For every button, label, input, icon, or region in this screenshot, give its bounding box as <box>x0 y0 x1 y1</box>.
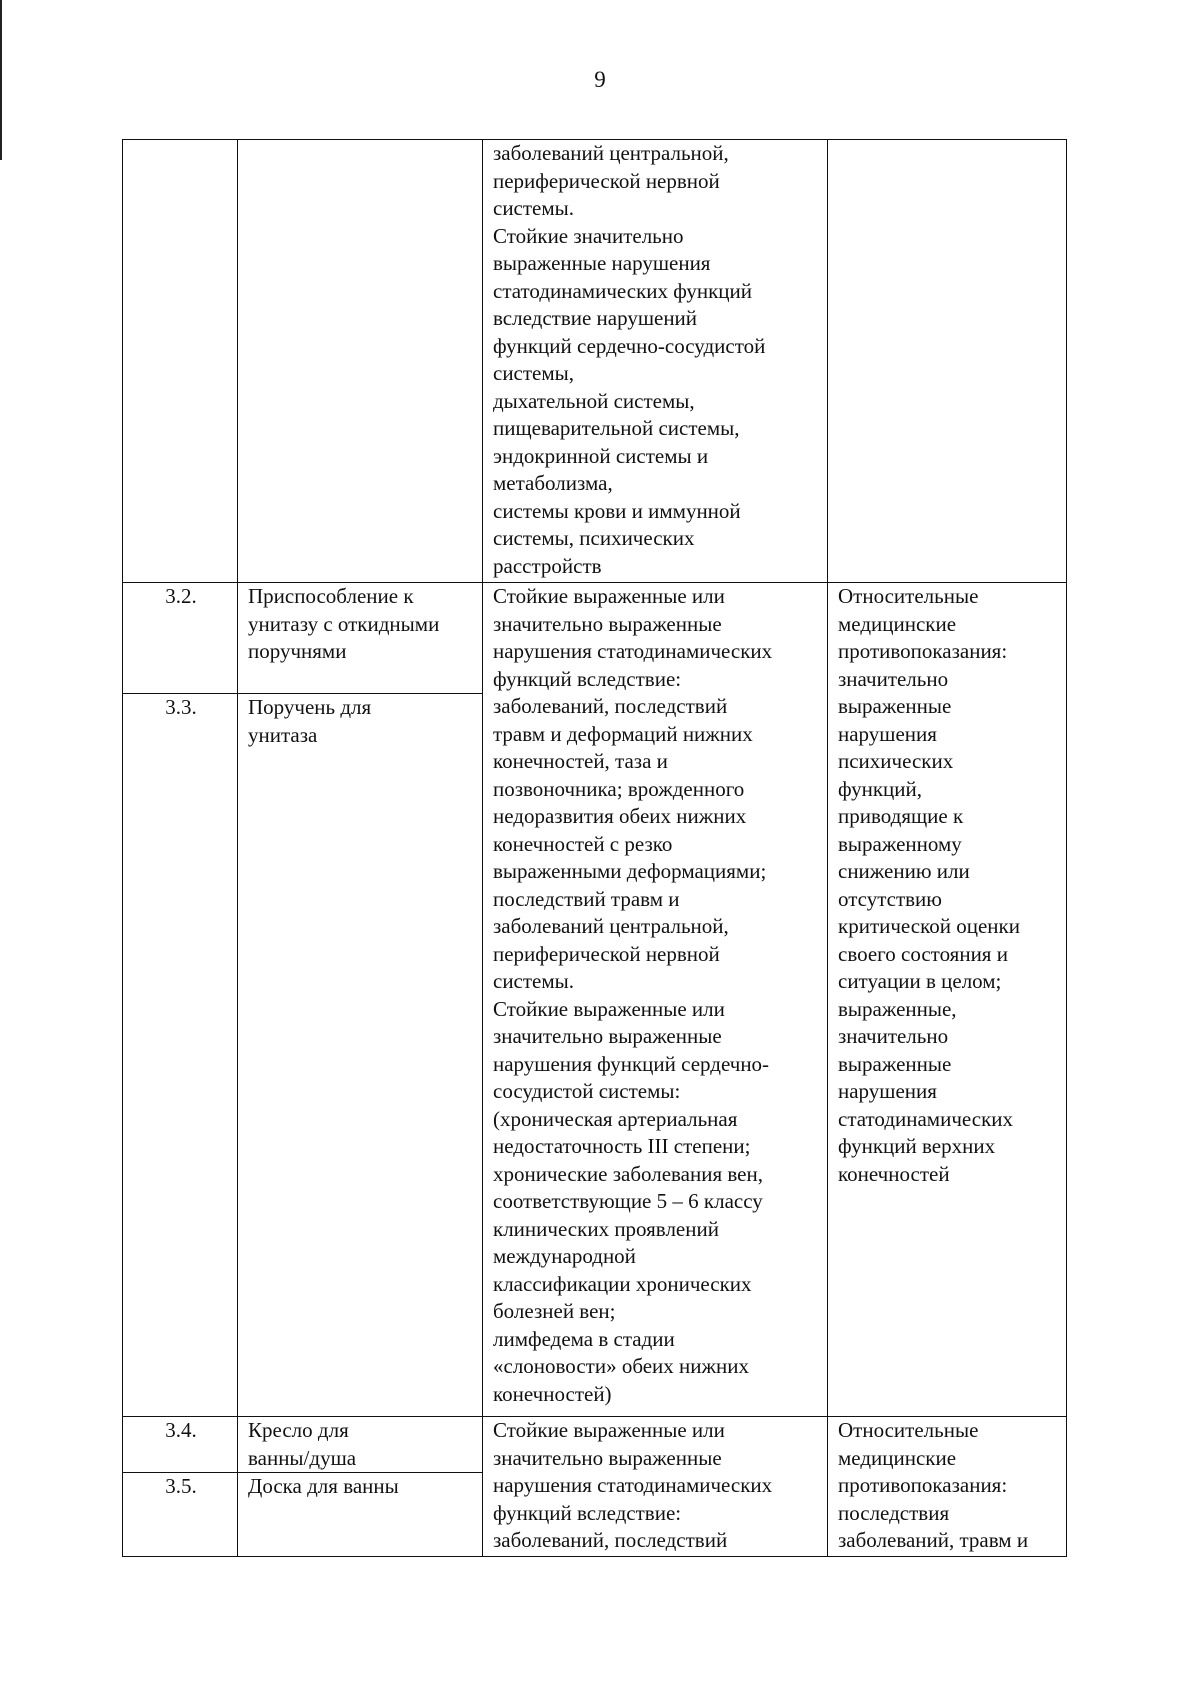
text-line: выраженные нарушения <box>493 251 711 275</box>
text-line: травм и деформаций нижних <box>493 721 753 746</box>
text-line: отсутствию <box>838 886 942 911</box>
text-line: хронические заболевания вен, <box>493 1161 763 1186</box>
text-line: значительно <box>838 666 949 691</box>
number-cell <box>123 140 238 583</box>
text-line: нарушения <box>838 1079 937 1103</box>
text-line: Стойкие выраженные или <box>493 996 725 1021</box>
text-line: метаболизма, <box>493 471 613 495</box>
text-line: выраженные <box>838 1051 952 1076</box>
text-line: Поручень для <box>248 695 372 719</box>
indications-text <box>493 1417 819 1555</box>
text-line: унитаза <box>248 722 318 747</box>
text-line: статодинамических <box>838 1106 1014 1131</box>
text-line: функций сердечно-сосудистой <box>493 333 766 358</box>
equipment-table <box>122 139 1067 1557</box>
contraindications-text <box>838 1417 1058 1555</box>
text-line: международной <box>493 1244 636 1268</box>
text-line: заболеваний, травм и <box>838 1528 1029 1552</box>
text-line: недоразвития обеих нижних <box>493 804 747 828</box>
text-line: системы, психических <box>493 526 695 550</box>
text-line: болезней вен; <box>493 1299 616 1323</box>
text-line: системы крови и иммунной <box>493 498 741 523</box>
indications-cell <box>483 1417 828 1557</box>
text-line: пищеварительной системы, <box>493 416 740 440</box>
text-line: выраженному <box>838 831 962 856</box>
text-line: сосудистой системы: <box>493 1079 681 1103</box>
indications-text <box>493 583 819 1408</box>
contraindications-cell <box>828 1417 1067 1557</box>
text-line: Стойкие значительно <box>493 223 684 248</box>
text-line: выраженными деформациями; <box>493 859 767 883</box>
text-line: противопоказания: <box>838 639 1008 663</box>
item-number: 3.2. <box>123 583 238 694</box>
text-line: выраженные, <box>838 996 957 1021</box>
table-row-3-4 <box>123 1417 1067 1473</box>
text-line: унитазу с откидными <box>248 611 440 636</box>
item-number: 3.4. <box>123 1417 238 1473</box>
text-line: нарушения статодинамических <box>493 1473 773 1497</box>
text-line: периферической нервной <box>493 168 720 193</box>
item-number: 3.3. <box>123 694 238 1417</box>
text-line: психических <box>838 749 954 773</box>
text-line: последствий травм и <box>493 886 680 911</box>
item-name <box>238 1473 483 1557</box>
text-line: системы. <box>493 969 575 993</box>
text-line: приводящие к <box>838 804 964 828</box>
text-line: Стойкие выраженные или <box>493 584 725 608</box>
text-line: значительно <box>838 1024 949 1048</box>
text-line: системы, <box>493 361 575 385</box>
item-name <box>238 694 483 1417</box>
text-line: заболеваний центральной, <box>493 141 729 165</box>
item-name-text <box>248 1473 474 1501</box>
contraindications-cell <box>828 583 1067 1417</box>
text-line: последствия <box>838 1500 950 1525</box>
indications-cell <box>483 583 828 1417</box>
text-line: заболеваний, последствий <box>493 1528 728 1552</box>
text-line: функций верхних <box>838 1134 996 1158</box>
text-line: функций, <box>838 776 922 801</box>
text-line: медицинские <box>838 1445 957 1470</box>
text-line: клинических проявлений <box>493 1216 719 1241</box>
text-line: ситуации в целом; <box>838 969 1002 993</box>
text-line: Приспособление к <box>248 584 414 608</box>
text-line: значительно выраженные <box>493 1024 722 1048</box>
text-line: поручнями <box>248 639 347 663</box>
text-line: Кресло для <box>248 1418 349 1442</box>
text-line: медицинские <box>838 611 957 636</box>
text-line: функций вследствие: <box>493 666 682 691</box>
text-line: лимфедема в стадии <box>493 1326 675 1351</box>
contraindications-text <box>838 583 1058 1188</box>
text-line: критической оценки <box>838 914 1020 938</box>
text-line: вследствие нарушений <box>493 306 698 330</box>
text-line: нарушения <box>838 721 937 746</box>
text-line: соответствующие 5 – 6 классу <box>493 1189 763 1213</box>
text-line: функций вследствие: <box>493 1500 682 1525</box>
text-line: дыхательной системы, <box>493 388 695 413</box>
text-line: эндокринной системы и <box>493 443 709 468</box>
text-line: выраженные <box>838 694 952 718</box>
text-line: нарушения статодинамических <box>493 639 773 663</box>
table-row-3-2 <box>123 583 1067 694</box>
item-name <box>238 583 483 694</box>
text-line: расстройств <box>493 553 602 578</box>
text-line: Доска для ванны <box>248 1474 399 1498</box>
text-line: Относительные <box>838 1418 979 1442</box>
text-line: классификации хронических <box>493 1271 752 1296</box>
text-line: нарушения функций сердечно- <box>493 1051 770 1076</box>
text-line: заболеваний центральной, <box>493 914 729 938</box>
text-line: конечностей <box>838 1161 950 1186</box>
text-line: своего состояния и <box>838 941 1008 966</box>
name-cell <box>238 140 483 583</box>
item-name-text <box>248 583 474 666</box>
text-line: Стойкие выраженные или <box>493 1418 725 1442</box>
page-number: 9 <box>594 67 606 92</box>
text-line: «слоновости» обеих нижних <box>493 1354 749 1378</box>
text-line: значительно выраженные <box>493 1445 722 1470</box>
indications-text <box>493 140 819 580</box>
text-line: Относительные <box>838 584 979 608</box>
text-line: значительно выраженные <box>493 611 722 636</box>
text-line: периферической нервной <box>493 941 720 966</box>
item-number: 3.5. <box>123 1473 238 1557</box>
item-name <box>238 1417 483 1473</box>
text-line: статодинамических функций <box>493 278 752 303</box>
text-line: конечностей с резко <box>493 831 673 856</box>
text-line: заболеваний, последствий <box>493 694 728 718</box>
text-line: ванны/душа <box>248 1445 357 1470</box>
text-line: конечностей, таза и <box>493 749 668 773</box>
table-row-continuation <box>123 140 1067 583</box>
text-line: позвоночника; врожденного <box>493 776 745 801</box>
indications-cell <box>483 140 828 583</box>
text-line: системы. <box>493 196 575 220</box>
item-name-text <box>248 1417 474 1472</box>
text-line: снижению или <box>838 859 970 883</box>
text-line: противопоказания: <box>838 1473 1008 1497</box>
contraindications-cell <box>828 140 1067 583</box>
item-name-text <box>248 694 474 749</box>
text-line: конечностей) <box>493 1381 612 1406</box>
text-line: недостаточность III степени; <box>493 1134 751 1158</box>
text-line: (хроническая артериальная <box>493 1106 738 1131</box>
